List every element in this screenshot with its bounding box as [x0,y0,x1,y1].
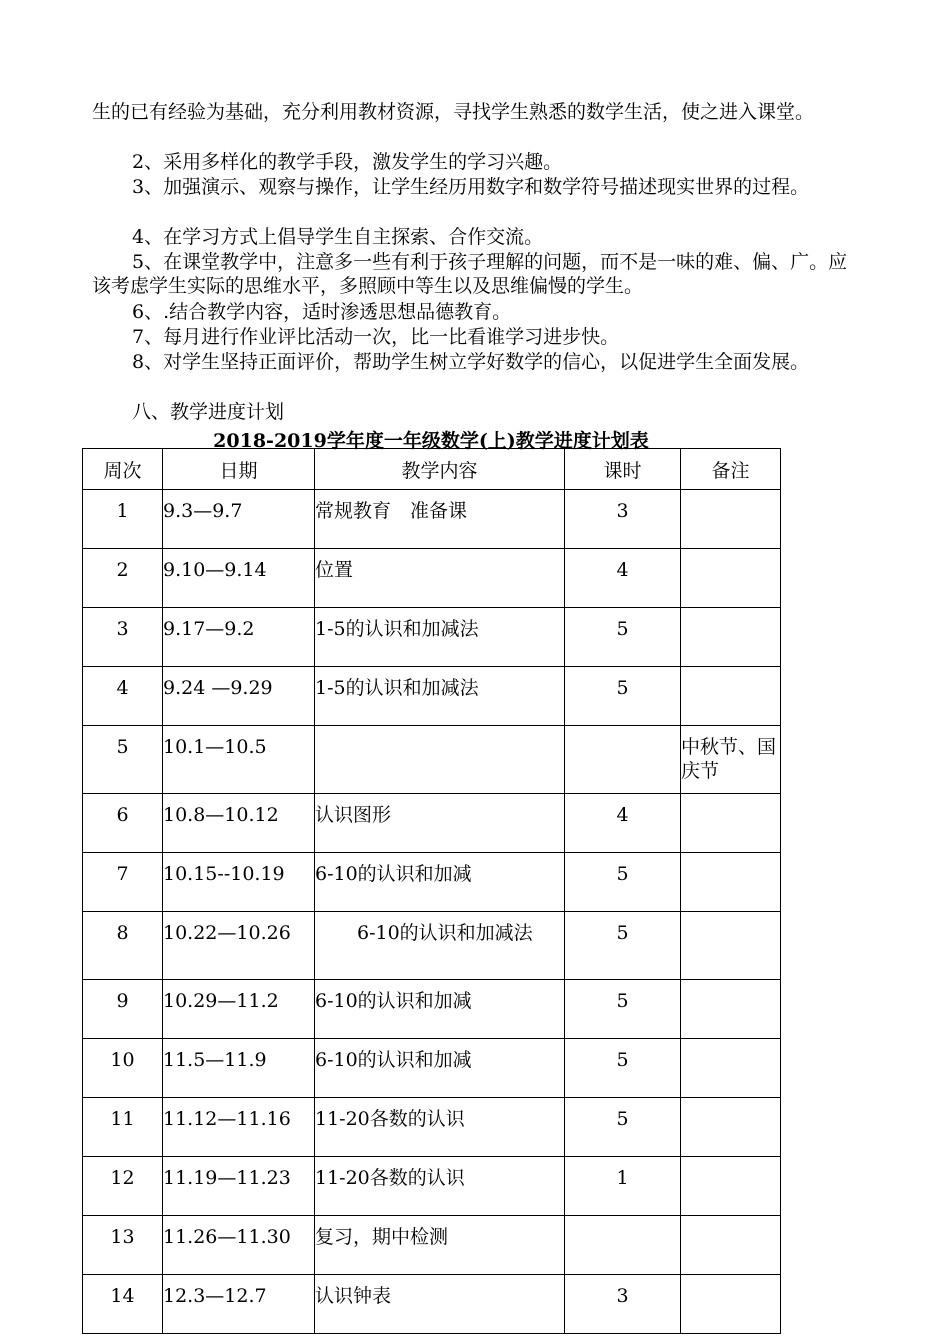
cell-week: 1 [83,490,163,549]
cell-content: 1-5的认识和加减法 [315,667,565,726]
table-header-row [83,449,781,490]
header-date: 日期 [163,449,315,490]
table-row [83,726,781,794]
paragraph-item-2: 2、采用多样化的教学手段，激发学生的学习兴趣。 [132,151,563,173]
table-row [83,980,781,1039]
cell-content: 常规教育 准备课 [315,490,565,549]
cell-week: 3 [83,608,163,667]
paragraph-item-6: 6、.结合教学内容，适时渗透思想品德教育。 [132,301,512,323]
cell-date: 10.22—10.26 [163,912,315,980]
cell-content: 6-10的认识和加减法 [315,912,565,980]
table-row [83,853,781,912]
paragraph-item-7: 7、每月进行作业评比活动一次，比一比看谁学习进步快。 [132,326,620,348]
cell-hours: 5 [565,1098,681,1157]
cell-date: 11.5—11.9 [163,1039,315,1098]
table-row [83,1098,781,1157]
table-row [83,608,781,667]
cell-note [681,1216,781,1275]
cell-date: 9.17—9.2 [163,608,315,667]
cell-date: 11.19—11.23 [163,1157,315,1216]
paragraph-intro-continuation: 生的已有经验为基础，充分利用教材资源，寻找学生熟悉的数学生活，使之进入课堂。 [92,101,815,123]
cell-week: 11 [83,1098,163,1157]
cell-content: 6-10的认识和加减 [315,853,565,912]
cell-note [681,608,781,667]
paragraph-item-4: 4、在学习方式上倡导学生自主探索、合作交流。 [132,226,544,248]
cell-note [681,1275,781,1334]
cell-hours: 1 [565,1157,681,1216]
header-note: 备注 [681,449,781,490]
cell-note [681,794,781,853]
table-row [83,1039,781,1098]
cell-date: 10.1—10.5 [163,726,315,794]
cell-hours: 5 [565,1039,681,1098]
table-row [83,549,781,608]
cell-week: 2 [83,549,163,608]
schedule-table [82,448,781,1334]
cell-note [681,1098,781,1157]
cell-note [681,1039,781,1098]
cell-hours: 4 [565,794,681,853]
cell-hours: 5 [565,912,681,980]
cell-content: 11-20各数的认识 [315,1157,565,1216]
cell-hours: 5 [565,667,681,726]
cell-note [681,853,781,912]
cell-content: 位置 [315,549,565,608]
cell-date: 10.15--10.19 [163,853,315,912]
cell-note [681,980,781,1039]
cell-date: 9.3—9.7 [163,490,315,549]
cell-date: 11.12—11.16 [163,1098,315,1157]
cell-week: 10 [83,1039,163,1098]
cell-note [681,490,781,549]
cell-date: 10.8—10.12 [163,794,315,853]
cell-date: 9.24 —9.29 [163,667,315,726]
table-row [83,794,781,853]
cell-hours: 5 [565,980,681,1039]
cell-content: 认识图形 [315,794,565,853]
cell-content: 11-20各数的认识 [315,1098,565,1157]
cell-hours: 5 [565,608,681,667]
cell-hours: 3 [565,490,681,549]
cell-note: 中秋节、国庆节 [681,726,781,794]
cell-content [315,726,565,794]
header-week: 周次 [83,449,163,490]
table-row [83,1157,781,1216]
cell-note [681,549,781,608]
cell-week: 9 [83,980,163,1039]
cell-date: 11.26—11.30 [163,1216,315,1275]
paragraph-item-3: 3、加强演示、观察与操作，让学生经历用数字和数学符号描述现实世界的过程。 [132,176,810,198]
cell-week: 5 [83,726,163,794]
cell-week: 8 [83,912,163,980]
cell-week: 13 [83,1216,163,1275]
cell-week: 12 [83,1157,163,1216]
header-hours: 课时 [565,449,681,490]
cell-hours [565,1216,681,1275]
table-row [83,667,781,726]
header-content: 教学内容 [315,449,565,490]
paragraph-item-8: 8、对学生坚持正面评价，帮助学生树立学好数学的信心，以促进学生全面发展。 [132,351,810,373]
section-heading-schedule: 八、教学进度计划 [132,401,285,423]
cell-content: 6-10的认识和加减 [315,980,565,1039]
table-title: 2018-2019学年度一年级数学(上)教学进度计划表 [213,430,649,452]
cell-note [681,667,781,726]
table-row [83,1275,781,1334]
cell-hours: 5 [565,853,681,912]
cell-content: 认识钟表 [315,1275,565,1334]
cell-week: 14 [83,1275,163,1334]
cell-date: 10.29—11.2 [163,980,315,1039]
cell-content: 6-10的认识和加减 [315,1039,565,1098]
cell-hours: 3 [565,1275,681,1334]
cell-week: 6 [83,794,163,853]
table-row [83,490,781,549]
paragraph-item-5: 5、在课堂教学中，注意多一些有利于孩子理解的问题，而不是一味的难、偏、广。应该考虑学生实际的思维水平，多照顾中等生以及思维偏慢的学生。 [92,251,848,297]
table-row [83,912,781,980]
table-row [83,1216,781,1275]
cell-date: 9.10—9.14 [163,549,315,608]
cell-content: 1-5的认识和加减法 [315,608,565,667]
cell-week: 7 [83,853,163,912]
cell-note [681,1157,781,1216]
cell-date: 12.3—12.7 [163,1275,315,1334]
cell-note [681,912,781,980]
cell-hours [565,726,681,794]
cell-content: 复习，期中检测 [315,1216,565,1275]
cell-hours: 4 [565,549,681,608]
cell-week: 4 [83,667,163,726]
